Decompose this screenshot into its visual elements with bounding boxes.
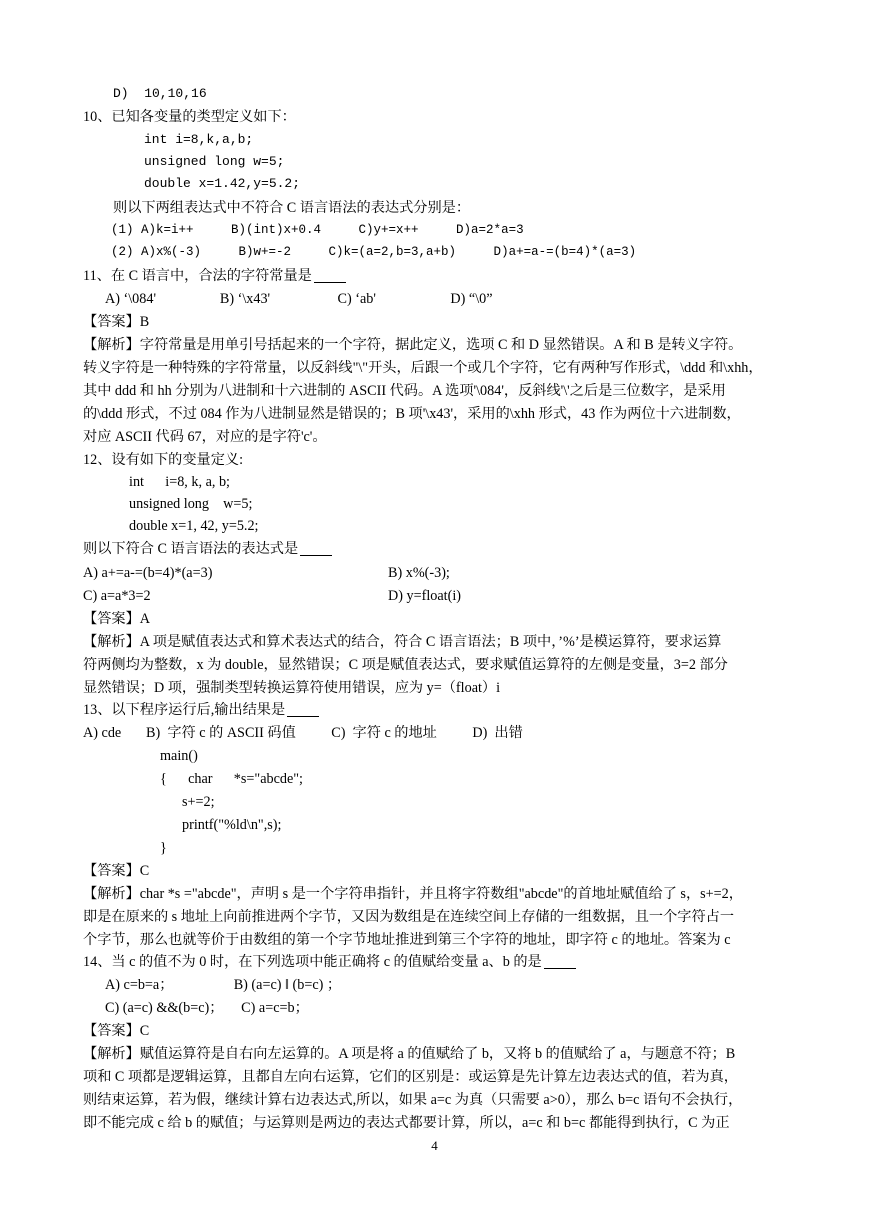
analysis-line: 即不能完成 c 给 b 的赋值；与运算则是两边的表达式都要计算，所以，a=c 和 b=c 都能得到执行，C 为正 bbox=[83, 1115, 730, 1131]
option-b: B) x%(-3); bbox=[388, 565, 450, 581]
answer-12: 【答案】A bbox=[83, 611, 150, 627]
analysis-line: 【解析】字符常量是用单引号括起来的一个字符，据此定义，选项 C 和 D 显然错误。A 和 B 是转义字符。 bbox=[83, 337, 743, 353]
question-14-options: A) c=b=a； B) (a=c) ‖ (b=c) ； bbox=[105, 977, 342, 993]
analysis-line: 的\ddd 形式，不过 084 作为八进制显然是错误的；B 项'\x43'，采用的\xhh 形式，43 作为两位十六进制数， bbox=[83, 406, 741, 422]
answer-14: 【答案】C bbox=[83, 1023, 150, 1039]
answer-13: 【答案】C bbox=[83, 863, 150, 879]
code-line: unsigned long w=5; bbox=[129, 496, 253, 512]
analysis-line: 符两侧均为整数，x 为 double，显然错误；C 项是赋值表达式，要求赋值运算符的左侧是变量，3=2 部分 bbox=[83, 657, 728, 673]
analysis-line: 转义字符是一种特殊的字符常量，以反斜线"\"开头，后跟一个或几个字符，它有两种写作形式，\ddd 和\xhh， bbox=[83, 360, 763, 376]
code-line: printf("%ld\n",s); bbox=[182, 817, 282, 833]
code-line: main() bbox=[160, 748, 198, 764]
analysis-line: 即是在原来的 s 地址上向前推进两个字节，又因为数组是在连续空间上存储的一组数据，且一个字符占一 bbox=[83, 909, 735, 925]
analysis-line: 【解析】赋值运算符是自右向左运算的。A 项是将 a 的值赋给了 b，又将 b 的值赋给了 a，与题意不符；B bbox=[83, 1046, 736, 1062]
answer-blank bbox=[300, 541, 332, 556]
option-d: D) y=float(i) bbox=[388, 588, 462, 604]
page-number: 4 bbox=[431, 1138, 438, 1153]
answer-blank bbox=[287, 702, 319, 717]
option-c: C) a=a*3=2 bbox=[83, 588, 151, 604]
analysis-line: 项和 C 项都是逻辑运算，且都自左向右运算，它们的区别是：或运算是先计算左边表达式的值，若为真， bbox=[83, 1069, 738, 1085]
analysis-line: 个字节，那么也就等价于由数组的第一个字节地址推进到第三个字符的地址，即字符 c 的地址。答案为 c bbox=[83, 932, 731, 948]
question-11-title: 11、在 C 语言中，合法的字符常量是 bbox=[83, 266, 346, 286]
code-line: int i=8, k, a, b; bbox=[129, 474, 231, 490]
code-line: { char *s="abcde"; bbox=[160, 771, 304, 787]
code-line: s+=2; bbox=[182, 794, 215, 810]
analysis-line: 【解析】A 项是赋值表达式和算术表达式的结合，符合 C 语言语法；B 项中，’%’是模运算符，要求运算 bbox=[83, 634, 722, 650]
code-line: double x=1, 42, y=5.2; bbox=[129, 518, 259, 534]
answer-11: 【答案】B bbox=[83, 314, 150, 330]
question-14-options: C) (a=c) &&(b=c)； C) a=c=b； bbox=[105, 1000, 309, 1016]
question-10-group-2: (2) A)x%(-3) B)w+=-2 C)k=(a=2,b=3,a+b) D)a+=a-=(b=4)*(a=3) bbox=[111, 245, 637, 259]
question-12-title: 12、设有如下的变量定义: bbox=[83, 452, 244, 468]
answer-blank bbox=[544, 954, 576, 969]
code-line: int i=8,k,a,b; bbox=[144, 132, 254, 147]
option-d-10: D) 10,10,16 bbox=[113, 86, 207, 101]
analysis-line: 对应 ASCII 代码 67，对应的是字符'c'。 bbox=[83, 429, 327, 445]
question-10-group-1: (1) A)k=i++ B)(int)x+0.4 C)y+=x++ D)a=2*a=3 bbox=[111, 223, 524, 237]
question-13-title: 13、以下程序运行后,输出结果是 bbox=[83, 700, 319, 720]
question-10-title: 10、已知各变量的类型定义如下： bbox=[83, 109, 296, 125]
analysis-line: 其中 ddd 和 hh 分别为八进制和十六进制的 ASCII 代码。A 选项'\084'，反斜线'\'之后是三位数字，是采用 bbox=[83, 383, 726, 399]
option-a: A) a+=a-=(b=4)*(a=3) bbox=[83, 565, 213, 581]
question-14-title: 14、当 c 的值不为 0 时，在下列选项中能正确将 c 的值赋给变量 a、b 的是 bbox=[83, 952, 576, 972]
question-12-prompt: 则以下符合 C 语言语法的表达式是 bbox=[83, 539, 332, 559]
analysis-line: 则结束运算，若为假，继续计算右边表达式,所以，如果 a=c 为真（只需要 a>0），那么 b=c 语句不会执行， bbox=[83, 1092, 743, 1108]
analysis-line: 【解析】char *s ="abcde"，声明 s 是一个字符串指针，并且将字符数组"abcde"的首地址赋值给了 s，s+=2， bbox=[83, 886, 743, 902]
analysis-line: 显然错误；D 项，强制类型转换运算符使用错误，应为 y=（float）i bbox=[83, 680, 501, 696]
answer-blank bbox=[314, 268, 346, 283]
question-11-options: A) ‘\084' B) ‘\x43' C) ‘ab' D) “\0” bbox=[105, 291, 493, 307]
question-13-options: A) cde B) 字符 c 的 ASCII 码值 C) 字符 c 的地址 D) 出错 bbox=[83, 725, 523, 741]
code-line: unsigned long w=5; bbox=[144, 154, 285, 169]
code-line: double x=1.42,y=5.2; bbox=[144, 176, 301, 191]
code-line: } bbox=[160, 840, 167, 856]
question-10-prompt: 则以下两组表达式中不符合 C 语言语法的表达式分别是： bbox=[113, 200, 471, 216]
